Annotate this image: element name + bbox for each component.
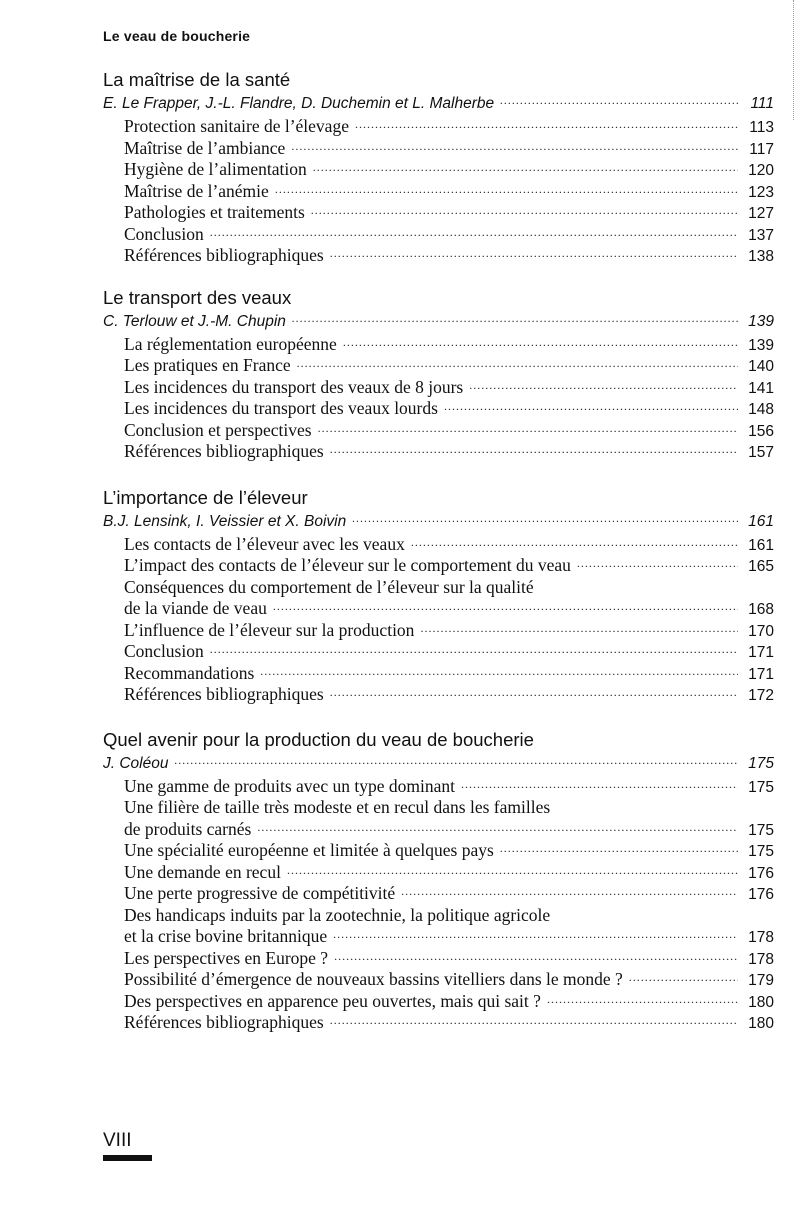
leader-dots [318,416,738,440]
leader-dots [260,659,738,683]
leader-dots [174,748,738,772]
entry-title: Une perte progressive de compétitivité [124,883,396,903]
leader-dots [401,879,738,903]
entry-title: L’impact des contacts de l’éleveur sur le comportement du veau [124,555,571,575]
toc-section [103,68,774,267]
entry-title: Des perspectives en apparence peu ouvertes, mais qui sait ? [124,990,541,1011]
page-ref: 180 [748,1015,774,1032]
toc-section [103,286,774,463]
page-ref: 165 [748,558,774,575]
leader-dots [500,88,738,112]
page-ref: 137 [748,226,774,244]
leader-dots [333,922,738,946]
entry-title: Les incidences du transport des veaux lourds [124,398,438,418]
entry-title: Conclusion [124,223,204,244]
entry-title: Une gamme de produits avec un type dominant [124,775,455,796]
page-ref: 171 [748,644,774,661]
leader-dots [343,330,738,354]
leader-dots [330,437,738,461]
page-ref: 175 [748,778,774,796]
leader-dots [313,155,738,179]
leader-dots [469,373,738,397]
leader-dots [334,944,738,968]
leader-dots [287,858,738,882]
page-ref: 139 [748,312,774,330]
page-ref: 148 [748,401,774,418]
toc-entry [103,883,774,905]
entry-title: Une demande en recul [124,861,281,882]
section-authors: C. Terlouw et J.-M. Chupin [103,312,286,330]
entry-title: Conclusion et perspectives [124,419,312,440]
page-ref: 156 [748,422,774,440]
entry-title: Les contacts de l’éleveur avec les veaux [124,533,405,554]
leader-dots [330,241,738,265]
entry-title: Possibilité d’émergence de nouveaux bassins vitelliers dans le monde ? [124,969,623,989]
leader-dots [291,134,738,158]
entry-title: Protection sanitaire de l’élevage [124,116,349,136]
toc-entry [103,1012,774,1034]
page-ref: 111 [750,95,774,112]
leader-dots [257,815,738,839]
entry-title-continued: et la crise bovine britannique [124,926,328,946]
entry-title: Conclusion [124,641,204,661]
page-ref: 176 [748,864,774,882]
entry-title: Références bibliographiques [124,684,324,704]
page-ref: 127 [748,205,774,222]
entry-title-continued: de produits carnés [124,818,252,839]
table-of-contents [103,68,774,1034]
page-ref: 161 [748,536,774,554]
page-ref: 176 [748,886,774,903]
page-ref: 179 [748,972,774,989]
leader-dots [547,987,738,1011]
leader-dots [210,220,738,244]
leader-dots [577,551,738,575]
toc-entry [103,555,774,577]
entry-title: Maîtrise de l’ambiance [124,137,286,158]
entry-title: Des handicaps induits par la zootechnie, la politique agricole [124,904,551,925]
page-ref: 141 [748,379,774,397]
leader-dots [352,506,738,530]
page-ref: 175 [748,843,774,860]
page-ref: 175 [748,754,774,772]
page-ref: 120 [748,162,774,179]
leader-dots [275,177,738,201]
entry-title: Références bibliographiques [124,441,324,461]
toc-entry [103,776,774,798]
section-authors: J. Coléou [103,754,169,772]
section-spacer [103,267,774,286]
page-ref: 139 [748,336,774,354]
entry-title: Les perspectives en Europe ? [124,947,329,968]
leader-dots [311,198,738,222]
entry-title: L’influence de l’éleveur sur la production [124,619,415,640]
entry-title: Les incidences du transport des veaux de 8 jours [124,376,464,397]
section-title: L’importance de l’éleveur [103,486,308,508]
entry-title: Recommandations [124,662,255,683]
section-authors: B.J. Lensink, I. Veissier et X. Boivin [103,512,347,530]
page-ref: 178 [748,929,774,946]
page-ref: 138 [748,248,774,265]
page-edge-line [793,0,795,120]
toc-entry [103,441,774,463]
entry-title: Une spécialité européenne et limitée à quelques pays [124,840,494,860]
section-title: La maîtrise de la santé [103,69,291,90]
entry-title: Conséquences du comportement de l’éleveur sur la qualité [124,576,534,597]
page-ref: 113 [749,119,774,136]
page-ref: 172 [748,687,774,704]
page-ref: 140 [748,358,774,375]
section-title: Quel avenir pour la production du veau de boucherie [103,728,534,750]
page-ref: 178 [748,950,774,968]
page-ref: 180 [748,993,774,1011]
leader-dots [420,616,738,640]
leader-dots [210,637,738,661]
section-authors: E. Le Frapper, J.-L. Flandre, D. Duchemin et L. Malherbe [103,95,495,112]
entry-title: Pathologies et traitements [124,202,305,222]
entry-title: Références bibliographiques [124,1012,324,1032]
section-title: Le transport des veaux [103,286,292,308]
leader-dots [355,112,738,136]
leader-dots [292,306,738,330]
page-ref: 175 [748,821,774,839]
entry-title: Hygiène de l’alimentation [124,159,307,179]
leader-dots [461,772,738,796]
leader-dots [411,530,738,554]
page-ref: 123 [748,183,774,201]
toc-section [103,728,774,1034]
leader-dots [500,836,738,860]
entry-title: Références bibliographiques [124,245,324,265]
page-ref: 157 [748,444,774,461]
entry-title: Les pratiques en France [124,355,291,375]
toc-entry [103,245,774,267]
toc-section [103,486,774,706]
page-ref: 168 [748,601,774,618]
running-head: Le veau de boucherie [103,28,251,44]
section-spacer [103,463,774,486]
page-number: VIII [103,1130,132,1151]
entry-title: La réglementation européenne [124,333,337,354]
page-ref: 171 [748,665,774,683]
page-ref: 161 [748,512,774,530]
page-ref: 117 [749,140,774,158]
leader-dots [629,965,738,989]
section-spacer [103,706,774,728]
leader-dots [444,394,738,418]
entry-title-continued: de la viande de veau [124,598,267,618]
entry-title: Maîtrise de l’anémie [124,180,269,201]
leader-dots [330,680,738,704]
leader-dots [297,351,738,375]
entry-title: Une filière de taille très modeste et en recul dans les familles [124,797,551,817]
toc-entry [103,684,774,706]
page-ref: 170 [748,622,774,640]
leader-dots [273,594,738,618]
leader-dots [330,1008,738,1032]
folio-rule [103,1155,152,1161]
